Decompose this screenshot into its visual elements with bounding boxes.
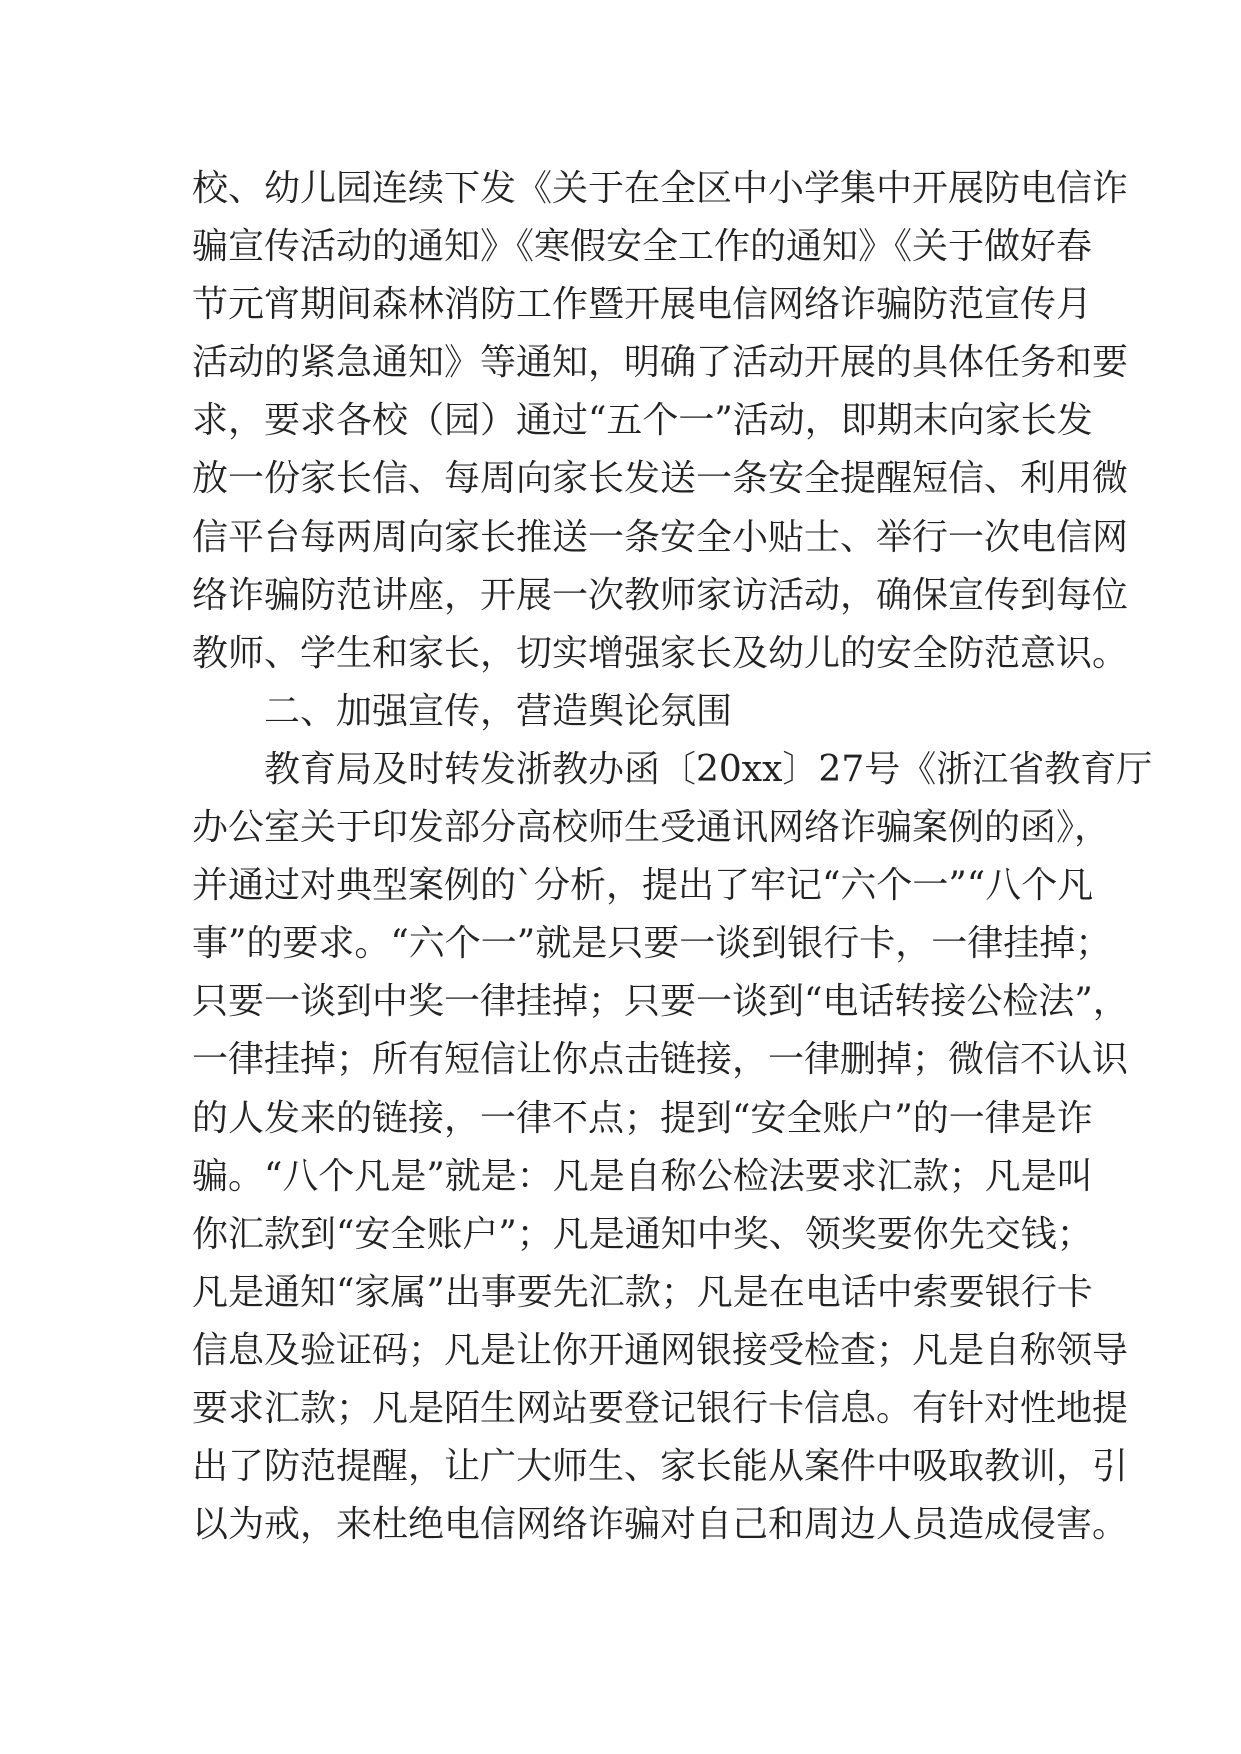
text-line: 活动的紧急通知》等通知，明确了活动开展的具体任务和要 (192, 342, 1129, 384)
text-line: 事”的要求。“六个一”就是只要一谈到银行卡，一律挂掉； (192, 923, 1112, 965)
text-line: 骗宣传活动的通知》《寒假安全工作的通知》《关于做好春 (192, 226, 1093, 268)
text-line: 络诈骗防范讲座，开展一次教师家访活动，确保宣传到每位 (192, 574, 1129, 616)
text-line: 求，要求各校（园）通过“五个一”活动，即期末向家长发 (192, 400, 1093, 442)
text-line: 的人发来的链接，一律不点；提到“安全账户”的一律是诈 (192, 1097, 1093, 1139)
text-line: 节元宵期间森林消防工作暨开展电信网络诈骗防范宣传月 (192, 284, 1093, 326)
text-line: 校、幼儿园连续下发《关于在全区中小学集中开展防电信诈 (192, 168, 1129, 209)
text-line: 以为戒，来杜绝电信网络诈骗对自己和周边人员造成侵害。 (192, 1504, 1129, 1546)
text-line: 骗。“八个凡是”就是：凡是自称公检法要求汇款；凡是叫 (192, 1155, 1093, 1197)
text-line: 放一份家长信、每周向家长发送一条安全提醒短信、利用微 (192, 458, 1129, 500)
section-heading: 二、加强宣传，营造舆论氛围 (192, 690, 733, 732)
document-body (192, 160, 1153, 1554)
text-line: 只要一谈到中奖一律挂掉；只要一谈到“电话转接公检法”， (192, 981, 1129, 1023)
text-line: 信息及验证码；凡是让你开通网银接受检查；凡是自称领导 (192, 1329, 1129, 1371)
text-line: 教师、学生和家长，切实增强家长及幼儿的安全防范意识。 (192, 632, 1129, 674)
text-line: 出了防范提醒，让广大师生、家长能从案件中吸取教训，引 (192, 1446, 1129, 1488)
text-line: 你汇款到“安全账户”；凡是通知中奖、领奖要你先交钱； (192, 1213, 1093, 1255)
text-line: 办公室关于印发部分高校师生受通讯网络诈骗案例的函》， (192, 807, 1111, 849)
text-line: 教育局及时转发浙教办函〔20xx〕27号《浙江省教育厅 (192, 748, 1153, 790)
text-line: 凡是通知“家属”出事要先汇款；凡是在电话中索要银行卡 (192, 1271, 1093, 1313)
text-line: 信平台每两周向家长推送一条安全小贴士、举行一次电信网 (192, 516, 1129, 558)
text-line: 要求汇款；凡是陌生网站要登记银行卡信息。有针对性地提 (192, 1387, 1129, 1429)
text-line: 并通过对典型案例的`分析，提出了牢记“六个一”“八个凡 (192, 865, 1094, 907)
text-line: 一律挂掉；所有短信让你点击链接，一律删掉；微信不认识 (192, 1039, 1129, 1081)
